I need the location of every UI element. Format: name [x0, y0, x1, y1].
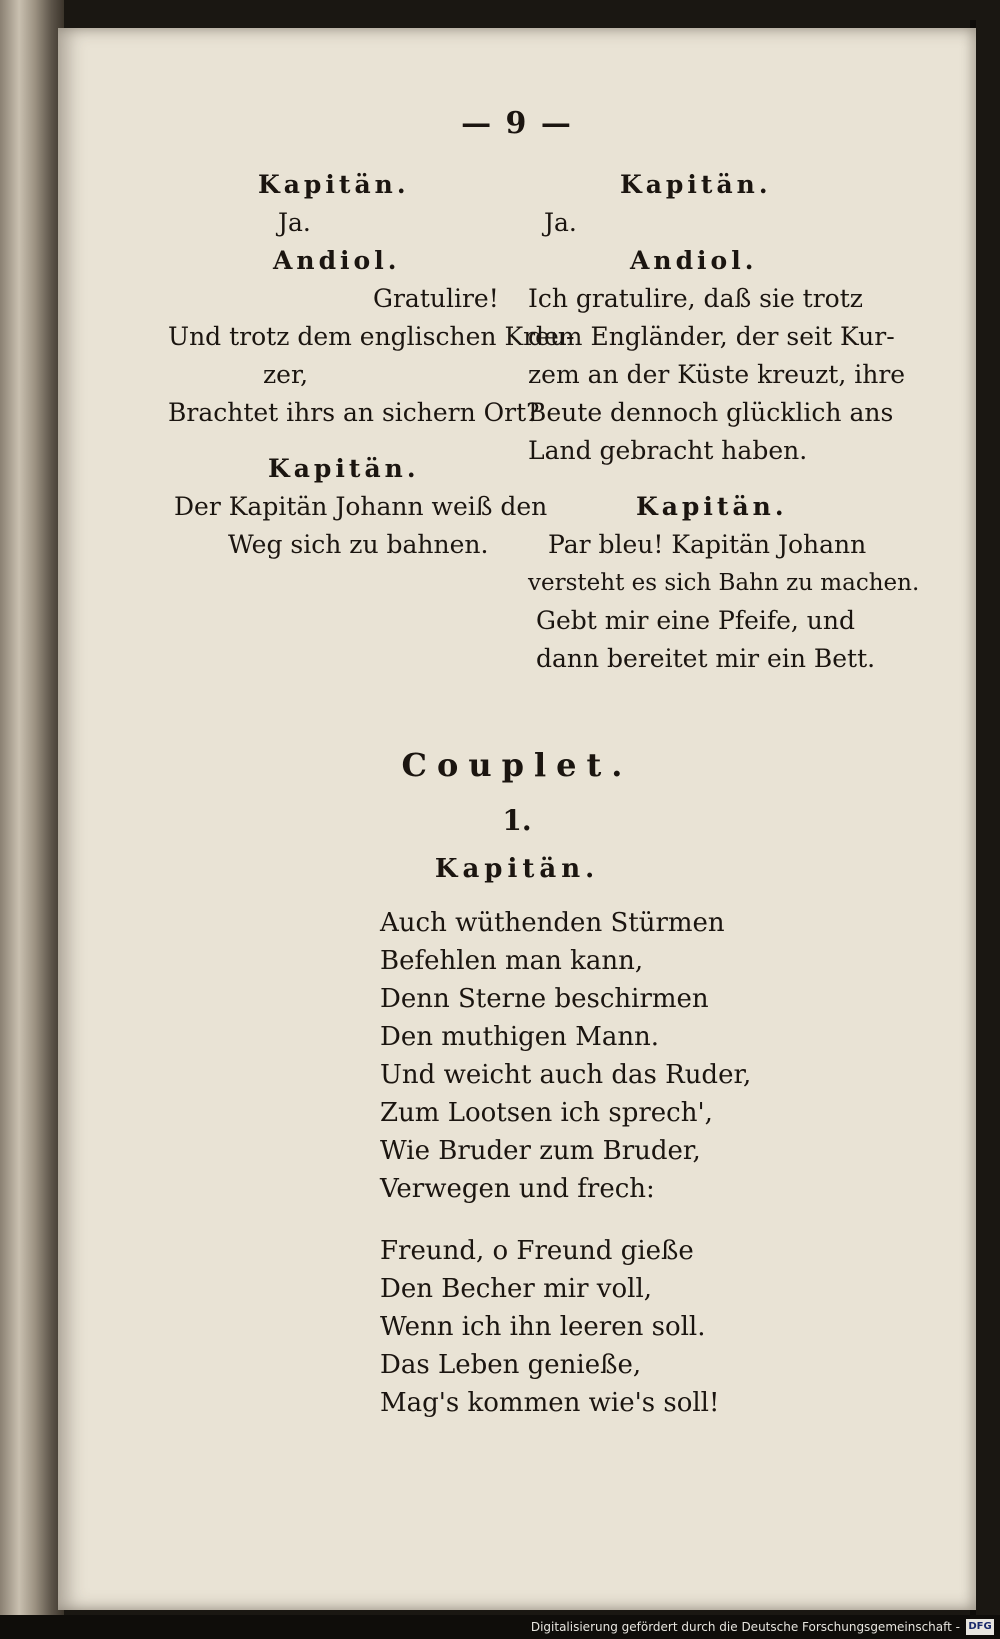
book-page: [58, 28, 976, 1610]
dfg-logo: DFG: [966, 1619, 994, 1635]
left-column: [168, 166, 578, 564]
stanza-1: [380, 904, 751, 1208]
verse-line: Mag's kommen wie's soll!: [380, 1388, 720, 1418]
dialogue-line: dann bereitet mir ein Bett.: [536, 644, 876, 673]
dialogue-line: versteht es sich Bahn zu machen.: [528, 570, 920, 596]
dialogue-line: Land gebracht haben.: [528, 436, 808, 465]
speaker-label: Andiol.: [273, 246, 401, 275]
verse-line: Freund, o Freund gieße: [380, 1236, 694, 1266]
book-spine: [0, 0, 64, 1639]
dialogue-line: Ja.: [278, 208, 311, 237]
verse-line: Verwegen und frech:: [380, 1174, 655, 1204]
dialogue-line: dem Engländer, der seit Kur-: [528, 322, 895, 351]
dialogue-line: zer,: [263, 360, 309, 389]
verse-line: Den Becher mir voll,: [380, 1274, 653, 1304]
dialogue-line: Weg sich zu bahnen.: [228, 530, 489, 559]
stanza-2: [380, 1232, 751, 1422]
verse-line: Auch wüthenden Stürmen: [380, 908, 725, 938]
verse-line: Den muthigen Mann.: [380, 1022, 660, 1052]
speaker-label: Andiol.: [630, 246, 758, 275]
couplet-speaker: Kapitän.: [434, 854, 600, 884]
verse-line: Und weicht auch das Ruder,: [380, 1060, 752, 1090]
dialogue-line: zem an der Küste kreuzt, ihre: [528, 360, 906, 389]
speaker-label: Kapitän.: [620, 170, 772, 199]
right-column: [528, 166, 968, 678]
dialogue-line: Und trotz dem englischen Kreu-: [168, 322, 575, 351]
verse-line: Wie Bruder zum Bruder,: [380, 1136, 701, 1166]
couplet-verse: [380, 904, 751, 1446]
dialogue-line: Gebt mir eine Pfeife, und: [536, 606, 856, 635]
verse-line: Das Leben genieße,: [380, 1350, 642, 1380]
dialogue-line: Par bleu! Kapitän Johann: [548, 530, 867, 559]
verse-line: Zum Lootsen ich sprech',: [380, 1098, 713, 1128]
speaker-label: Kapitän.: [268, 454, 420, 483]
dialogue-line: Beute dennoch glücklich ans: [528, 398, 894, 427]
digitization-footer: Digitalisierung gefördert durch die Deutsche Forschungsgemeinschaft -: [0, 1615, 1000, 1639]
dialogue-line: Der Kapitän Johann weiß den: [174, 492, 548, 521]
page-number: — 9 —: [461, 106, 573, 141]
dialogue-line: Ja.: [544, 208, 577, 237]
couplet-heading: Couplet.: [401, 746, 633, 784]
dialogue-line: Gratulire!: [373, 284, 499, 313]
verse-line: Befehlen man kann,: [380, 946, 644, 976]
couplet-number: 1.: [502, 804, 532, 837]
speaker-label: Kapitän.: [258, 170, 410, 199]
verse-line: Denn Sterne beschirmen: [380, 984, 709, 1014]
dialogue-line: Brachtet ihrs an sichern Ort?: [168, 398, 540, 427]
verse-line: Wenn ich ihn leeren soll.: [380, 1312, 706, 1342]
speaker-label: Kapitän.: [636, 492, 788, 521]
dialogue-line: Ich gratulire, daß sie trotz: [528, 284, 863, 313]
